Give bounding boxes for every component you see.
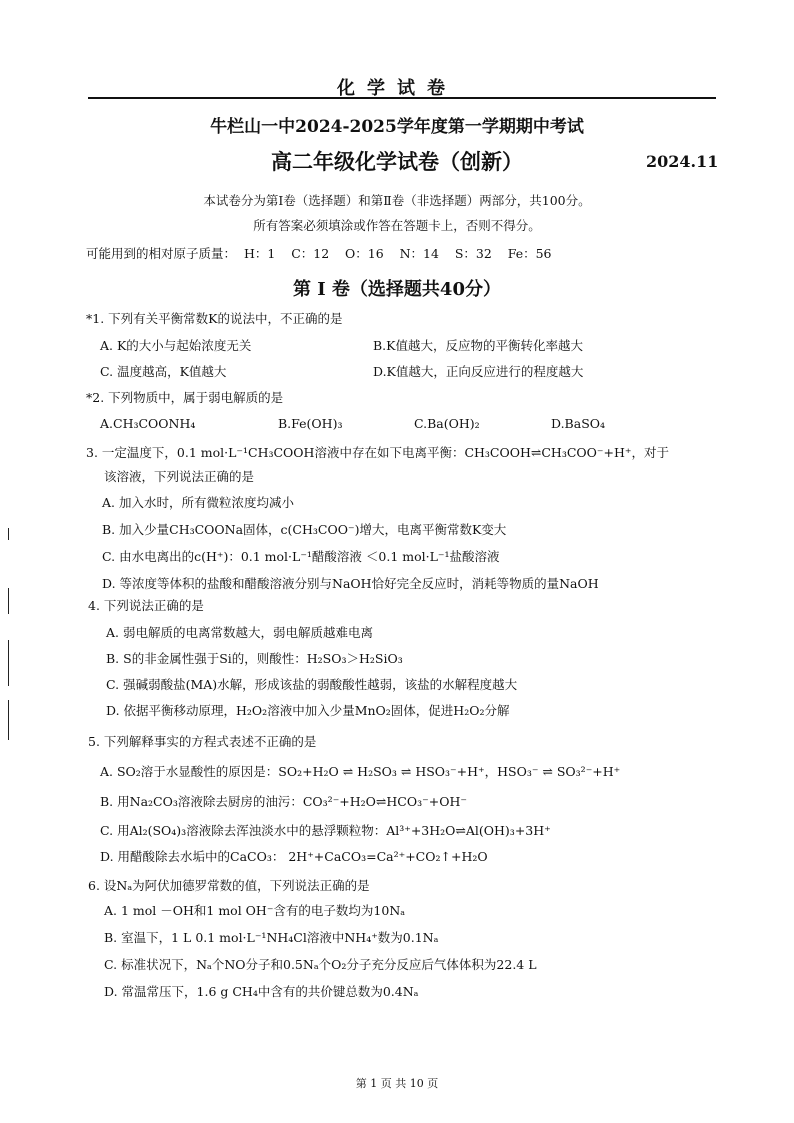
question-6-option-c: C. 标准状况下，Nₐ个NO分子和0.5Nₐ个O₂分子充分反应后气体体积为22.4 L bbox=[104, 957, 537, 972]
question-2-option-d: D.BaSO₄ bbox=[551, 416, 606, 431]
exam-date: 2024.11 bbox=[646, 152, 719, 171]
question-1-option-d: D.K值越大，正向反应进行的程度越大 bbox=[373, 364, 584, 379]
question-5-option-b: B. 用Na₂CO₃溶液除去厨房的油污：CO₃²⁻+H₂O⇌HCO₃⁻+OH⁻ bbox=[100, 794, 467, 809]
question-2-option-a: A.CH₃COONH₄ bbox=[100, 416, 196, 431]
school-title: 牛栏山一中2024-2025学年度第一学期期中考试 bbox=[210, 117, 584, 137]
margin-scan-mark bbox=[8, 640, 9, 686]
question-3-option-c: C. 由水电离出的c(H⁺)：0.1 mol·L⁻¹醋酸溶液 ＜0.1 mol·L⁻¹盐酸溶液 bbox=[102, 549, 500, 564]
question-1-option-c: C. 温度越高，K值越大 bbox=[100, 364, 227, 379]
question-4-option-c: C. 强碱弱酸盐(MA)水解，形成该盐的弱酸酸性越弱，该盐的水解程度越大 bbox=[106, 677, 518, 692]
question-4-option-a: A. 弱电解质的电离常数越大，弱电解质越难电离 bbox=[106, 625, 373, 640]
page-footer: 第 1 页 共 10 页 bbox=[355, 1077, 439, 1090]
question-2-option-c: C.Ba(OH)₂ bbox=[414, 416, 480, 431]
margin-scan-mark bbox=[8, 528, 9, 540]
header-subject: 化学试卷 bbox=[337, 78, 457, 99]
question-2-option-b: B.Fe(OH)₃ bbox=[278, 416, 343, 431]
question-6-stem: 6. 设Nₐ为阿伏加德罗常数的值，下列说法正确的是 bbox=[88, 878, 370, 893]
margin-scan-mark bbox=[8, 588, 9, 614]
question-5-option-c: C. 用Al₂(SO₄)₃溶液除去浑浊淡水中的悬浮颗粒物：Al³⁺+3H₂O⇌Al(OH)₃+3H⁺ bbox=[100, 823, 551, 838]
question-4-stem: 4. 下列说法正确的是 bbox=[88, 598, 204, 613]
question-3-option-d: D. 等浓度等体积的盐酸和醋酸溶液分别与NaOH恰好完全反应时，消耗等物质的量NaOH bbox=[102, 576, 599, 591]
margin-scan-mark bbox=[8, 700, 9, 740]
question-6-option-d: D. 常温常压下，1.6 g CH₄中含有的共价键总数为0.4Nₐ bbox=[104, 984, 419, 999]
question-1-stem: *1. 下列有关平衡常数K的说法中，不正确的是 bbox=[86, 311, 343, 326]
question-1-option-a: A. K的大小与起始浓度无关 bbox=[100, 338, 252, 353]
question-6-option-b: B. 室温下，1 L 0.1 mol·L⁻¹NH₄Cl溶液中NH₄⁺数为0.1Nₐ bbox=[104, 930, 439, 945]
paper-title: 高二年级化学试卷（创新） bbox=[271, 149, 523, 174]
question-5-stem: 5. 下列解释事实的方程式表述不正确的是 bbox=[88, 734, 317, 749]
instruction-note-2: 所有答案必须填涂或作答在答题卡上，否则不得分。 bbox=[253, 218, 541, 233]
question-3-stem: 3. 一定温度下，0.1 mol·L⁻¹CH₃COOH溶液中存在如下电离平衡：CH₃COOH⇌CH₃COO⁻+H⁺，对于 bbox=[86, 445, 669, 460]
question-3-option-b: B. 加入少量CH₃COONa固体，c(CH₃COO⁻)增大，电离平衡常数K变大 bbox=[102, 522, 507, 537]
question-4-option-b: B. S的非金属性强于Si的，则酸性：H₂SO₃＞H₂SiO₃ bbox=[106, 651, 403, 666]
question-6-option-a: A. 1 mol －OH和1 mol OH⁻含有的电子数均为10Nₐ bbox=[104, 903, 406, 918]
atomic-masses: 可能用到的相对原子质量： H：1 C：12 O：16 N：14 S：32 Fe：56 bbox=[86, 246, 552, 261]
section-title: 第 Ⅰ 卷（选择题共40分） bbox=[292, 279, 501, 300]
instruction-note-1: 本试卷分为第Ⅰ卷（选择题）和第Ⅱ卷（非选择题）两部分，共100分。 bbox=[203, 193, 591, 208]
question-2-stem: *2. 下列物质中，属于弱电解质的是 bbox=[86, 390, 284, 405]
question-5-option-d: D. 用醋酸除去水垢中的CaCO₃： 2H⁺+CaCO₃=Ca²⁺+CO₂↑+H₂O bbox=[100, 849, 488, 864]
question-3-stem-cont: 该溶液，下列说法正确的是 bbox=[104, 469, 255, 484]
question-5-option-a: A. SO₂溶于水显酸性的原因是：SO₂+H₂O ⇌ H₂SO₃ ⇌ HSO₃⁻+H⁺，HSO₃⁻ ⇌ SO₃²⁻+H⁺ bbox=[100, 764, 621, 779]
question-3-option-a: A. 加入水时，所有微粒浓度均减小 bbox=[102, 495, 294, 510]
question-4-option-d: D. 依据平衡移动原理，H₂O₂溶液中加入少量MnO₂固体，促进H₂O₂分解 bbox=[106, 703, 510, 718]
header-rule bbox=[88, 97, 716, 99]
question-1-option-b: B.K值越大，反应物的平衡转化率越大 bbox=[373, 338, 583, 353]
